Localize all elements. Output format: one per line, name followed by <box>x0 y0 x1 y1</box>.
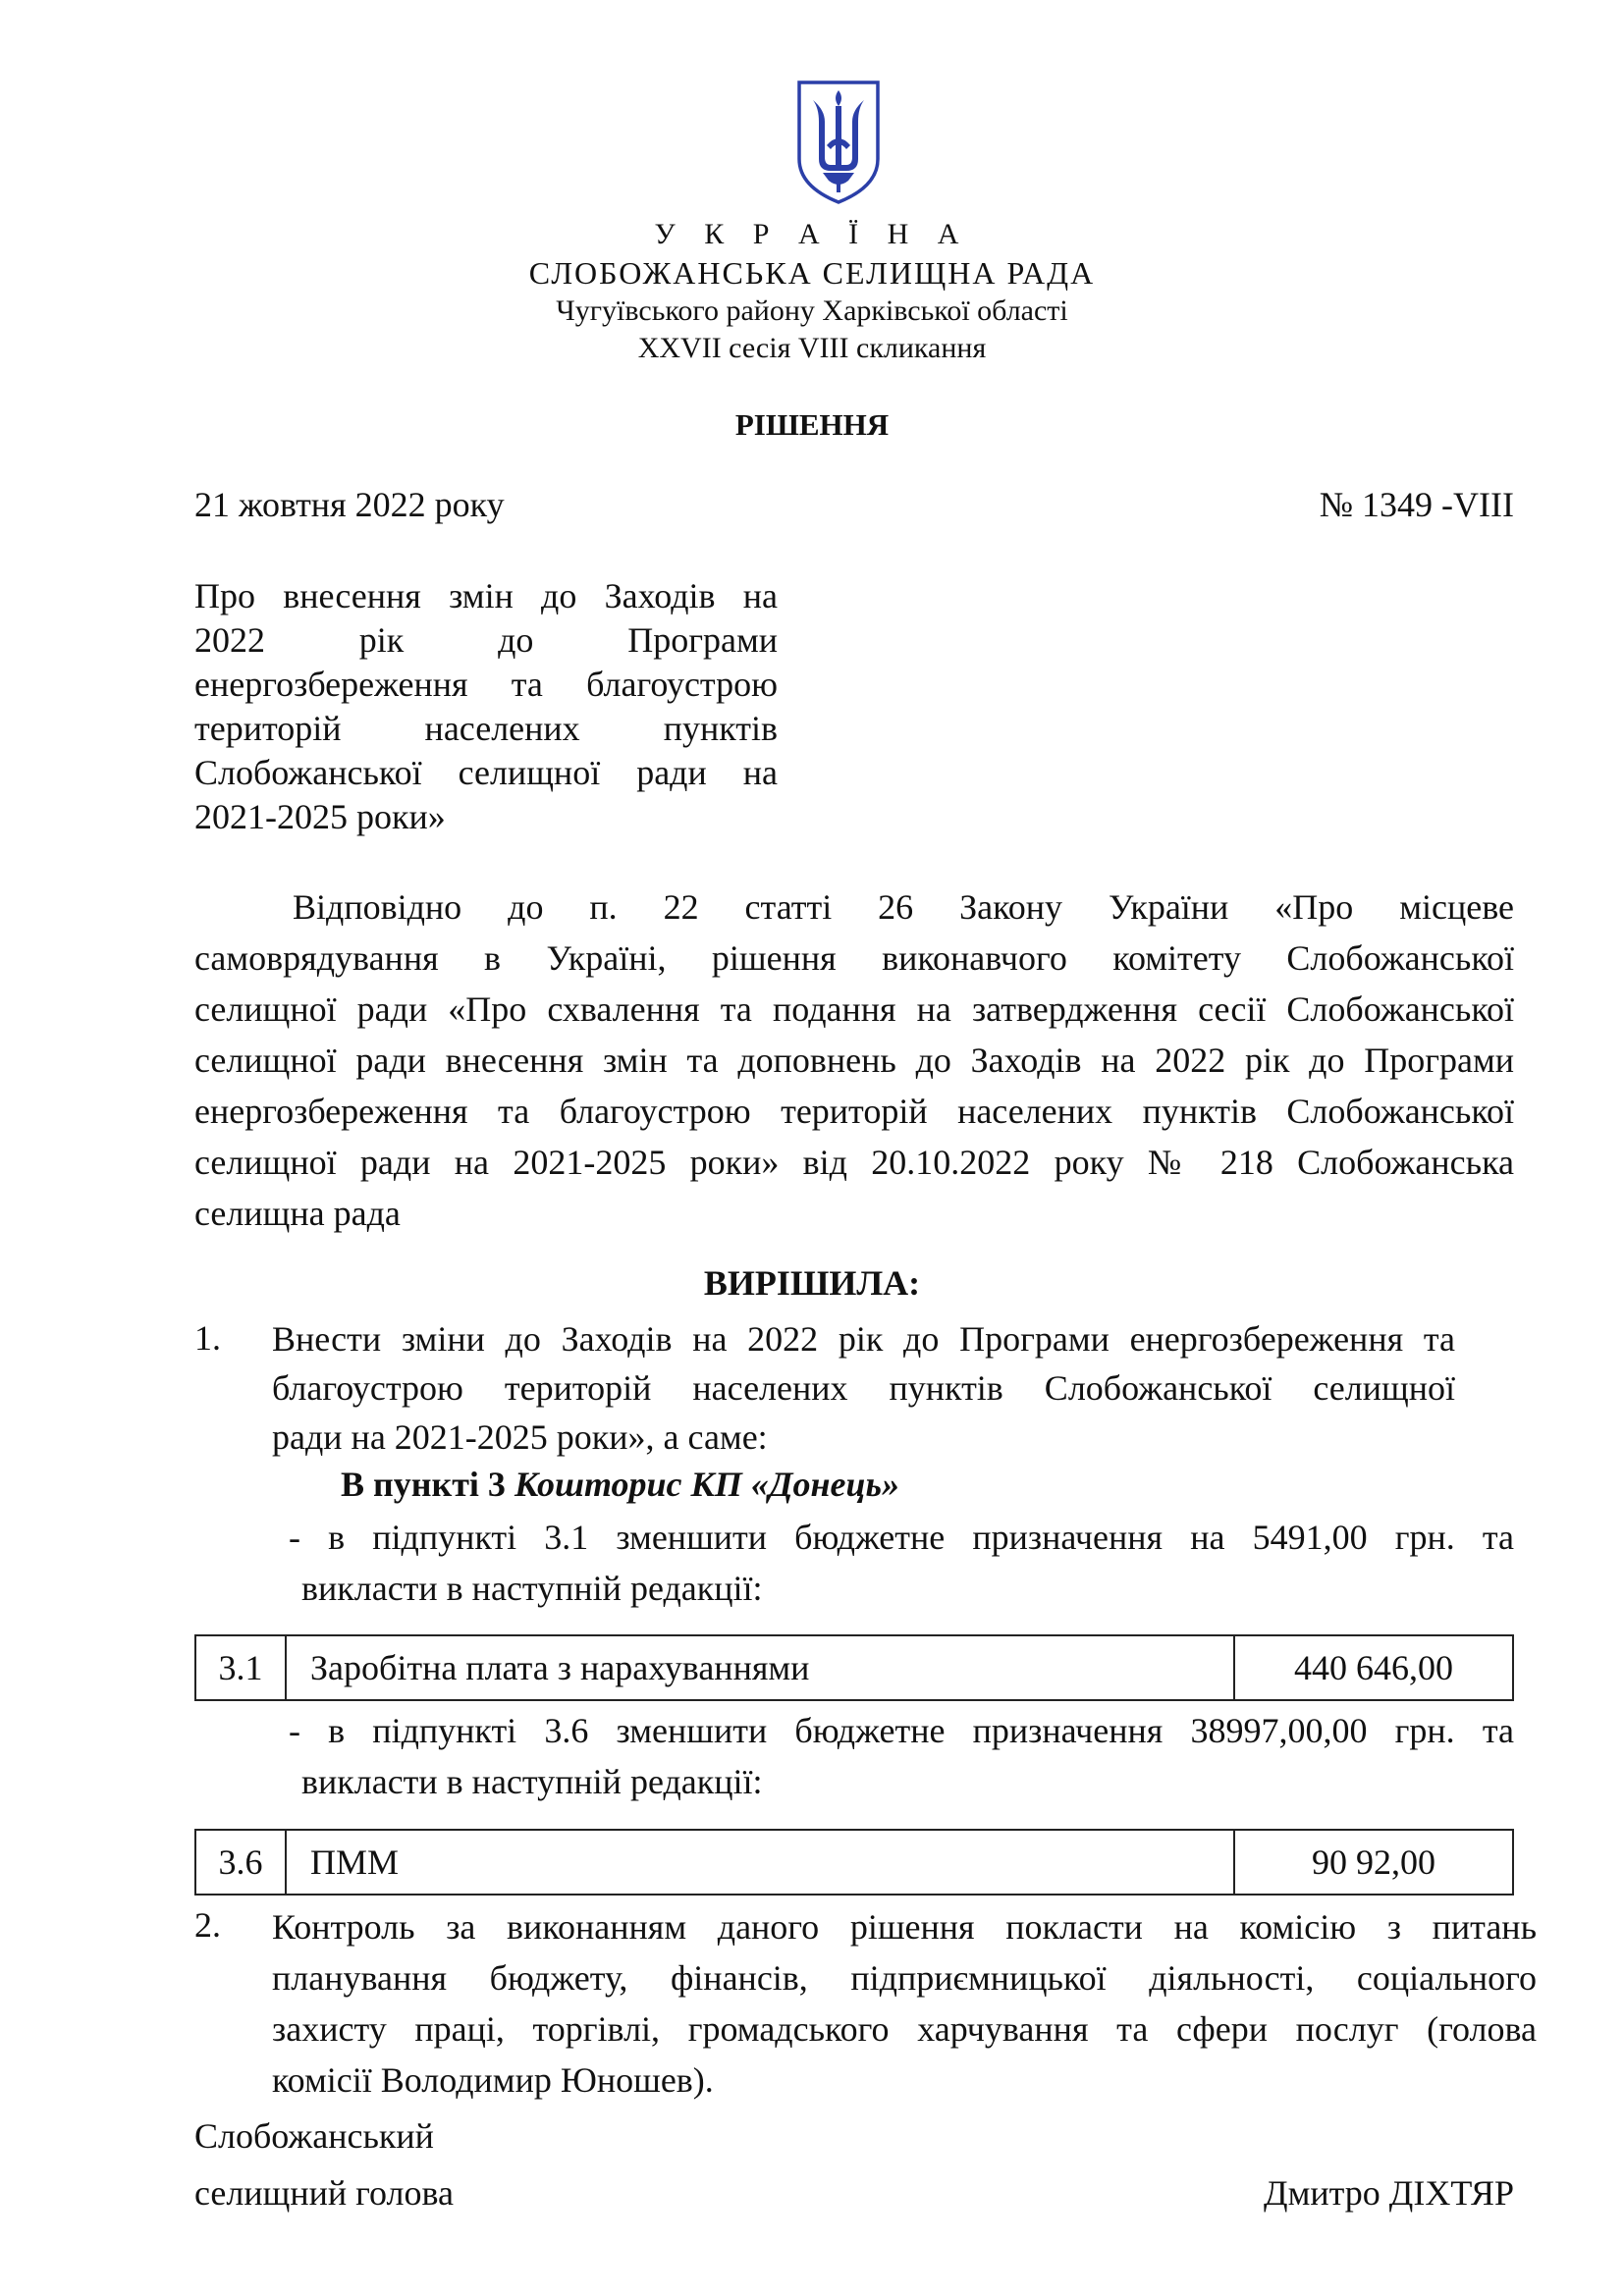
subject-line: Про внесення змін до Заходів на <box>194 576 778 615</box>
subject-line: 2021-2025 роки» <box>194 797 446 836</box>
signatory-name: Дмитро ДІХТЯР <box>1264 2173 1514 2213</box>
budget-table-3-1 <box>194 1634 1514 1701</box>
item-line: ради на 2021-2025 роки», а саме: <box>272 1417 768 1457</box>
council-heading: СЛОБОЖАНСЬКА СЕЛИЩНА РАДА <box>528 255 1096 291</box>
subject-line: Слобожанської селищної ради на <box>194 753 778 792</box>
subject-line: територій населених пунктів <box>194 709 778 748</box>
item-line: захисту праці, торгівлі, громадського харчування та сфери послуг (голова <box>272 2009 1537 2049</box>
subject-line: 2022 рік до Програми <box>194 620 778 660</box>
subitem-line: - в підпункті 3.1 зменшити бюджетне призначення на 5491,00 грн. та <box>289 1518 1514 1557</box>
subitem-line: - в підпункті 3.6 зменшити бюджетне призначення 38997,00,00 грн. та <box>289 1711 1514 1750</box>
document-type-heading: РІШЕННЯ <box>734 407 890 442</box>
preamble-line: самоврядування в Україні, рішення виконавчого комітету Слобожанської <box>194 938 1514 978</box>
table-row <box>195 1830 1513 1895</box>
budget-table-3-6 <box>194 1829 1514 1896</box>
preamble-line: селищної ради внесення змін та доповнень до Заходів на 2022 рік до Програми <box>194 1041 1514 1080</box>
item-line: планування бюджету, фінансів, підприємницької діяльності, соціального <box>272 1958 1537 1998</box>
preamble-line: Відповідно до п. 22 статті 26 Закону України «Про місцеве <box>293 887 1514 927</box>
subitem-line: викласти в наступній редакції: <box>301 1569 763 1608</box>
subheading-italic: Кошторис КП «Донець» <box>514 1465 899 1504</box>
table-cell-name: Заробітна плата з нарахуваннями <box>286 1635 1234 1700</box>
subject-line: енергозбереження та благоустрою <box>194 665 778 704</box>
item-1-text <box>272 1314 1455 1462</box>
item-2-text <box>272 1901 1537 2106</box>
table-cell-amount: 440 646,00 <box>1234 1635 1513 1700</box>
preamble-line: енергозбереження та благоустрою територій населених пунктів Слобожанської <box>194 1092 1514 1131</box>
preamble-line: селищної ради на 2021-2025 роки» від 20.10.2022 року № 218 Слобожанська <box>194 1143 1514 1182</box>
item-number: 1. <box>194 1318 221 1358</box>
table-cell-amount: 90 92,00 <box>1234 1830 1513 1895</box>
item-line: комісії Володимир Юношев). <box>272 2060 714 2100</box>
item-line: Внести зміни до Заходів на 2022 рік до Програми енергозбереження та <box>272 1319 1455 1359</box>
table-cell-name: ПММ <box>286 1830 1234 1895</box>
item-number: 2. <box>194 1905 221 1945</box>
table-row <box>195 1635 1513 1700</box>
subject-block <box>194 574 778 839</box>
table-cell-code: 3.1 <box>195 1635 286 1700</box>
table-cell-code: 3.6 <box>195 1830 286 1895</box>
item-line: Контроль за виконанням даного рішення покласти на комісію з питань <box>272 1907 1537 1947</box>
subitem-3-6-text <box>289 1705 1514 1807</box>
district-heading: Чугуївського району Харківської області <box>556 294 1068 327</box>
country-heading: У К Р А Ї Н А <box>654 218 970 250</box>
decision-number: № 1349 -VIII <box>1319 485 1514 524</box>
subitem-line: викласти в наступній редакції: <box>301 1762 763 1801</box>
subitem-3-1-text <box>289 1512 1514 1614</box>
subheading-bold: В пункті 3 <box>341 1465 514 1504</box>
session-heading: XXVII сесія VIII скликання <box>637 332 987 364</box>
signatory-title-line-2: селищний голова <box>194 2173 455 2213</box>
item-line: благоустрою територій населених пунктів Слобожанської селищної <box>272 1368 1455 1408</box>
preamble-line: селищна рада <box>194 1194 401 1233</box>
signatory-title-line-1: Слобожанський <box>194 2116 434 2156</box>
item-1-subheading <box>341 1463 899 1506</box>
decision-date: 21 жовтня 2022 року <box>194 485 505 524</box>
resolved-heading: ВИРІШИЛА: <box>703 1263 921 1303</box>
preamble-paragraph <box>194 881 1514 1239</box>
preamble-line: селищної ради «Про схвалення та подання на затвердження сесії Слобожанської <box>194 989 1514 1029</box>
coat-of-arms-trident-icon <box>793 77 884 206</box>
